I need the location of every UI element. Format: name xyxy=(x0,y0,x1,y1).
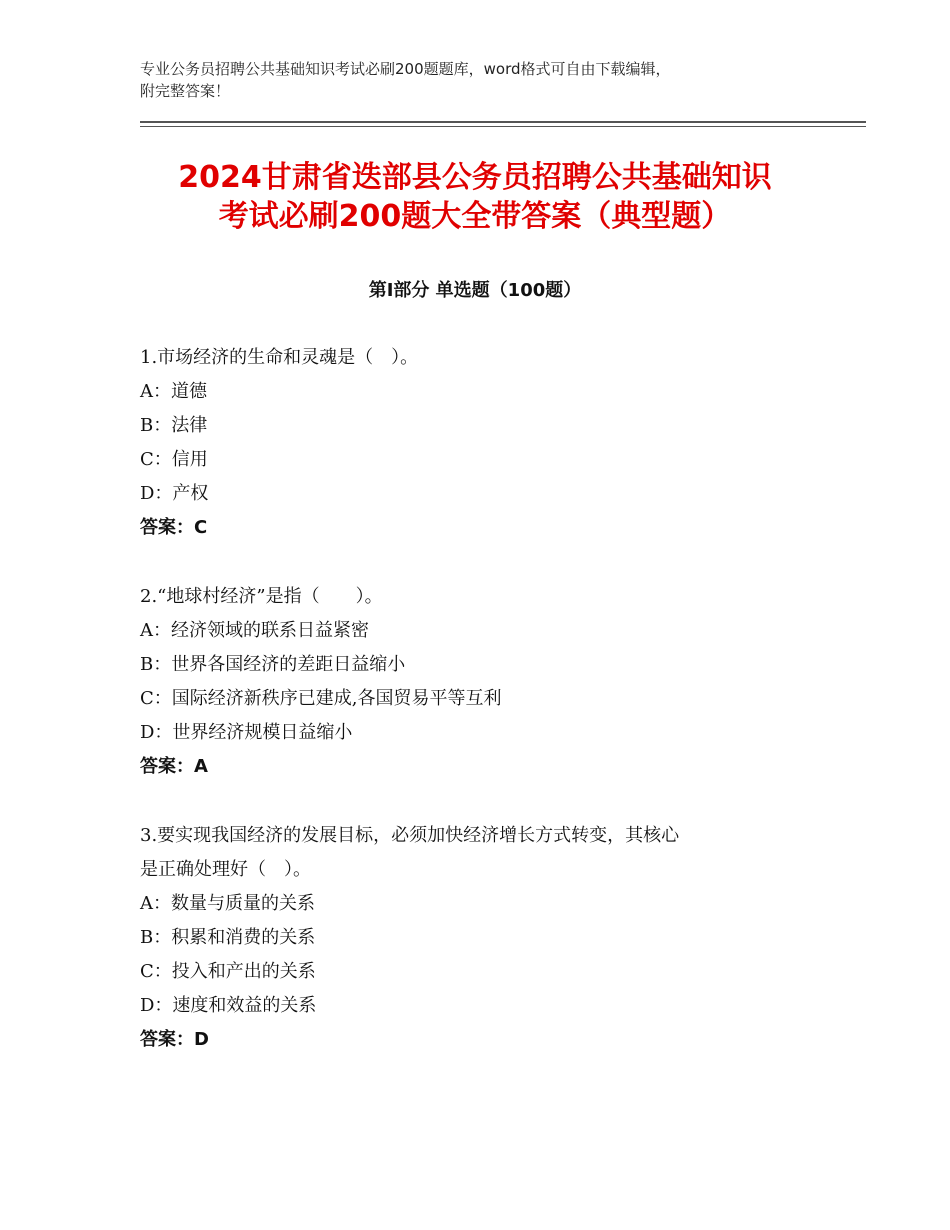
header-note xyxy=(140,58,830,102)
option-b: B：世界各国经济的差距日益缩小 xyxy=(140,654,406,675)
question-block xyxy=(140,819,820,1057)
header-divider-thin xyxy=(140,126,866,127)
option-d: D：速度和效益的关系 xyxy=(140,995,317,1016)
header-divider xyxy=(140,121,866,123)
question-stem: 3.要实现我国经济的发展目标，必须加快经济增长方式转变，其核心 xyxy=(140,825,680,846)
answer-line: 答案：C xyxy=(140,517,208,538)
option-d: D：产权 xyxy=(140,483,209,504)
answer-line: 答案：A xyxy=(140,756,208,777)
question-block xyxy=(140,580,820,784)
option-a: A：数量与质量的关系 xyxy=(140,893,315,914)
option-d: D：世界经济规模日益缩小 xyxy=(140,722,353,743)
option-c: C：投入和产出的关系 xyxy=(140,961,316,982)
option-b: B：积累和消费的关系 xyxy=(140,927,316,948)
answer-line: 答案：D xyxy=(140,1029,209,1050)
document-title-line-2: 考试必刷200题大全带答案（典型题） xyxy=(218,199,732,234)
header-note-line: 专业公务员招聘公共基础知识考试必刷200题题库，word格式可自由下载编辑， xyxy=(140,60,671,78)
option-c: C：信用 xyxy=(140,449,208,470)
option-a: A：道德 xyxy=(140,381,207,402)
option-a: A：经济领域的联系日益紧密 xyxy=(140,620,369,641)
section-heading: 第Ⅰ部分 单选题（100题） xyxy=(368,280,582,301)
question-block xyxy=(140,341,820,545)
question-stem: 2.“地球村经济”是指（ ）。 xyxy=(140,586,383,607)
question-stem: 1.市场经济的生命和灵魂是（ ）。 xyxy=(140,347,419,368)
option-b: B：法律 xyxy=(140,415,208,436)
question-stem-continued: 是正确处理好（ ）。 xyxy=(140,859,311,880)
header-note-line: 附完整答案！ xyxy=(140,82,231,100)
option-c: C：国际经济新秩序已建成,各国贸易平等互利 xyxy=(140,688,502,709)
document-title-line-1: 2024甘肃省迭部县公务员招聘公共基础知识 xyxy=(178,160,772,195)
